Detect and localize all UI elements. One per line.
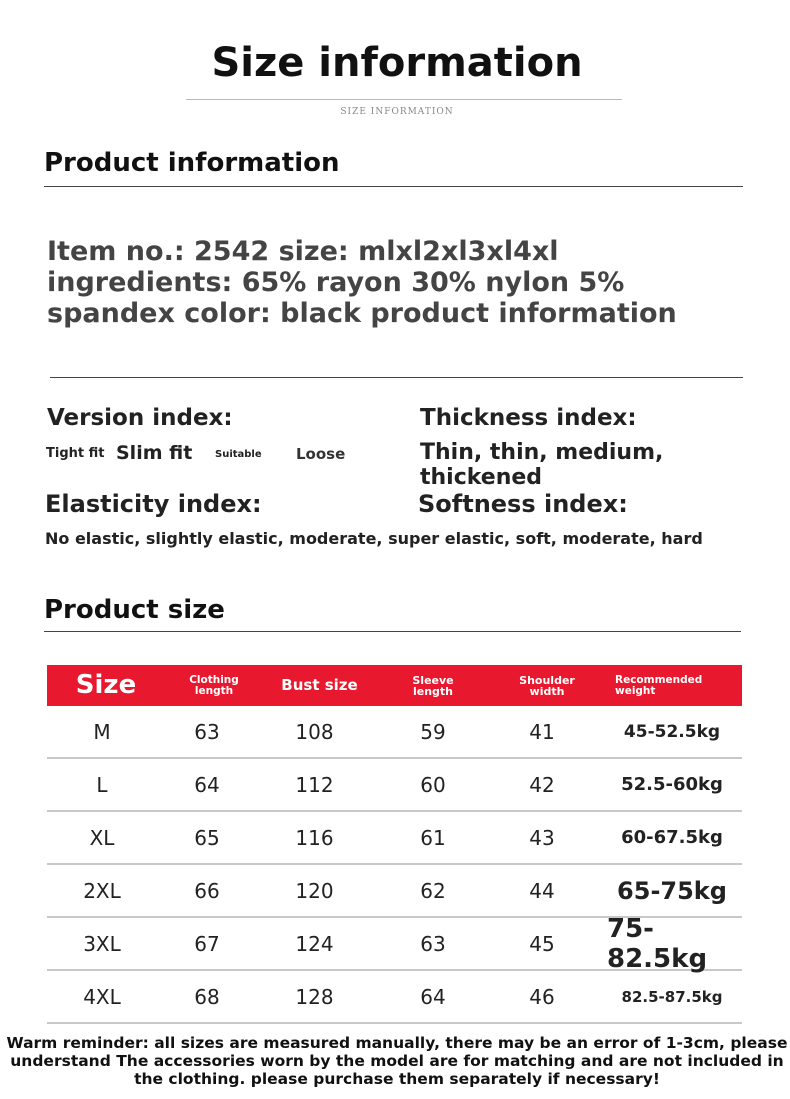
header-size: Size [75,670,137,700]
header-shoulder-width: Shoulder width [519,673,575,698]
indexes-divider [50,377,743,378]
version-index-title: Version index: [47,405,233,431]
cell-sleeve-length: 62 [420,878,446,903]
cell-size: M [93,719,111,744]
table-row [47,913,742,974]
cell-recommended-weight: 60-67.5kg [621,827,723,848]
cell-sleeve-length: 61 [420,825,446,850]
header-sleeve-length: Sleeve length [412,673,454,698]
header-recommended-weight: Recommended weight [615,673,703,697]
cell-recommended-weight: 52.5-60kg [621,774,723,795]
cell-size: 4XL [83,984,121,1009]
warm-reminder: Warm reminder: all sizes are measured manually, there may be an error of 1-3cm, please understand The accessories worn by the model are for matching and are not included in the clothing. please purchase them separately if necessary! [6,1034,788,1088]
cell-recommended-weight: 82.5-87.5kg [621,987,723,1006]
cell-recommended-weight: 65-75kg [617,876,727,905]
cell-clothing-length: 67 [194,931,220,956]
product-size-heading: Product size [44,595,225,625]
version-option-suitable: Suitable [215,449,262,460]
table-row [47,706,742,759]
cell-shoulder-width: 45 [529,931,555,956]
elasticity-softness-text: No elastic, slightly elastic, moderate, super elastic, soft, moderate, hard [45,529,703,548]
cell-shoulder-width: 46 [529,984,555,1009]
cell-bust-size: 120 [295,878,334,903]
page-title: Size information [211,40,583,86]
cell-sleeve-length: 63 [420,931,446,956]
cell-bust-size: 112 [295,772,334,797]
cell-size: XL [89,825,115,850]
table-row [47,759,742,812]
thickness-index-title: Thickness index: [420,405,637,431]
cell-size: 3XL [83,931,121,956]
cell-bust-size: 108 [295,719,334,744]
cell-bust-size: 128 [295,984,334,1009]
page-subtitle: SIZE INFORMATION [340,107,454,117]
cell-shoulder-width: 43 [529,825,555,850]
cell-shoulder-width: 41 [529,719,555,744]
table-row [47,812,742,865]
version-option-loose: Loose [296,445,346,463]
cell-size: 2XL [83,878,121,903]
cell-size: L [96,772,108,797]
cell-clothing-length: 68 [194,984,220,1009]
elasticity-index-title: Elasticity index: [45,490,262,518]
cell-bust-size: 124 [295,931,334,956]
cell-clothing-length: 66 [194,878,220,903]
header-clothing-length: Clothing length [189,673,239,697]
product-info-text: Item no.: 2542 size: mlxl2xl3xl4xl ingredients: 65% rayon 30% nylon 5% spandex color: black product information [47,236,677,329]
cell-sleeve-length: 64 [420,984,446,1009]
cell-bust-size: 116 [295,825,334,850]
cell-sleeve-length: 60 [420,772,446,797]
softness-index-title: Softness index: [418,490,628,518]
size-table [47,665,742,1024]
table-row [47,865,742,918]
cell-shoulder-width: 44 [529,878,555,903]
cell-clothing-length: 65 [194,825,220,850]
title-divider [186,99,622,100]
cell-sleeve-length: 59 [420,719,446,744]
size-table-header [47,665,742,706]
header-bust-size: Bust size [281,676,358,694]
table-row [47,971,742,1024]
cell-recommended-weight: 75-82.5kg [607,913,708,974]
product-info-heading: Product information [44,148,340,178]
thickness-index-text: Thin, thin, medium, thickened [420,440,664,490]
cell-shoulder-width: 42 [529,772,555,797]
cell-clothing-length: 63 [194,719,220,744]
product-info-divider [44,186,743,187]
version-option-slim-fit: Slim fit [116,442,193,464]
product-size-divider [44,631,741,632]
cell-recommended-weight: 45-52.5kg [623,721,721,742]
version-option-tight-fit: Tight fit [46,446,105,461]
cell-clothing-length: 64 [194,772,220,797]
